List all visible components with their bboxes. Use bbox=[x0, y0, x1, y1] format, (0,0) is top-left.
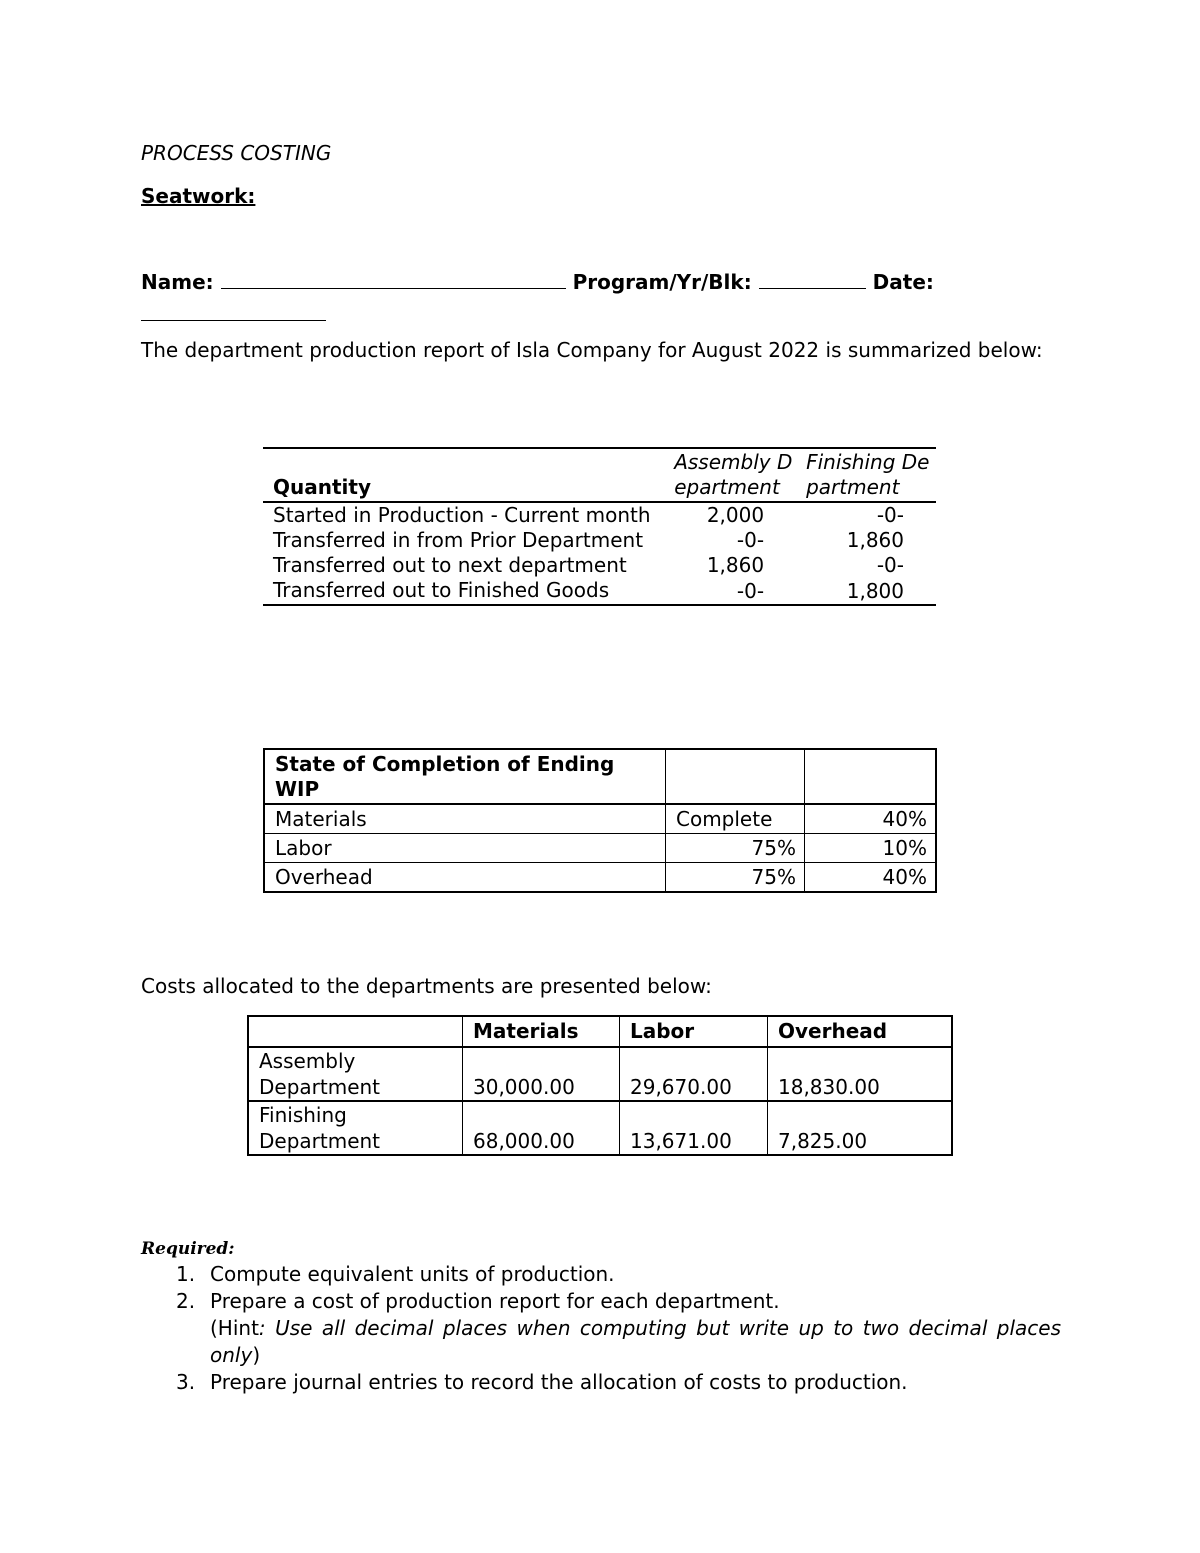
finishing-value: 40% bbox=[805, 804, 937, 834]
table-header-row bbox=[248, 1016, 952, 1047]
intro-paragraph: The department production report of Isla Company for August 2022 is summarized below: bbox=[141, 338, 1043, 362]
required-list bbox=[141, 1261, 1061, 1396]
table-row bbox=[263, 578, 936, 605]
date-field[interactable] bbox=[141, 300, 326, 321]
hint-body: Use all decimal places when computing but write up to two decimal places only bbox=[210, 1316, 1061, 1367]
table-row bbox=[263, 528, 936, 553]
row-label: Transferred in from Prior Department bbox=[273, 528, 644, 552]
assembly-value: 75% bbox=[666, 834, 805, 863]
item-number: 2. bbox=[176, 1289, 196, 1313]
required-label: Required: bbox=[141, 1239, 235, 1259]
row-label: Overhead bbox=[264, 863, 666, 893]
materials-value: 30,000.00 bbox=[463, 1047, 620, 1101]
list-item bbox=[141, 1369, 1061, 1396]
row-label: Assembly Department bbox=[248, 1047, 463, 1101]
row-label: Finishing Department bbox=[248, 1101, 463, 1155]
quantity-header: Quantity bbox=[263, 448, 672, 502]
finishing-value: -0- bbox=[876, 553, 904, 577]
name-label: Name: bbox=[141, 270, 214, 294]
row-label: Labor bbox=[264, 834, 666, 863]
name-field[interactable] bbox=[221, 268, 566, 289]
empty-header-cell bbox=[805, 749, 937, 804]
assembly-value: -0- bbox=[736, 579, 765, 603]
item-text: Prepare a cost of production report for each department. bbox=[210, 1289, 780, 1313]
assembly-value: -0- bbox=[736, 528, 765, 552]
completion-header: State of Completion of Ending WIP bbox=[264, 749, 666, 804]
table-row bbox=[248, 1047, 952, 1101]
list-item bbox=[141, 1261, 1061, 1288]
item-text: Compute equivalent units of production. bbox=[210, 1262, 615, 1286]
overhead-value: 18,830.00 bbox=[768, 1047, 953, 1101]
table-row bbox=[263, 502, 936, 528]
corner-cell bbox=[248, 1016, 463, 1047]
hint-prefix: (Hint bbox=[210, 1316, 259, 1340]
assembly-value: 1,860 bbox=[706, 553, 765, 577]
costs-table bbox=[247, 1015, 953, 1156]
materials-value: 68,000.00 bbox=[463, 1101, 620, 1155]
item-number: 3. bbox=[176, 1370, 196, 1394]
student-info-line bbox=[141, 268, 934, 294]
finishing-value: 1,800 bbox=[846, 579, 904, 603]
hint-text bbox=[210, 1315, 1061, 1369]
row-label: Transferred out to Finished Goods bbox=[273, 578, 610, 602]
table-row bbox=[264, 804, 936, 834]
finishing-value: 10% bbox=[805, 834, 937, 863]
assembly-value: Complete bbox=[666, 804, 805, 834]
costs-intro: Costs allocated to the departments are presented below: bbox=[141, 974, 712, 998]
assembly-value: 75% bbox=[666, 863, 805, 893]
assembly-dept-header: Assembly Department bbox=[672, 448, 804, 502]
assembly-value: 2,000 bbox=[706, 503, 765, 527]
table-row bbox=[263, 553, 936, 578]
item-number: 1. bbox=[176, 1262, 196, 1286]
hint-close: ) bbox=[252, 1343, 261, 1367]
labor-value: 13,671.00 bbox=[620, 1101, 768, 1155]
table-header-row bbox=[264, 749, 936, 804]
table-header-row bbox=[263, 448, 936, 502]
production-quantity-table bbox=[263, 447, 936, 606]
program-field[interactable] bbox=[759, 268, 866, 289]
program-label: Program/Yr/Blk: bbox=[572, 270, 752, 294]
date-label: Date: bbox=[872, 270, 934, 294]
hint-colon: : bbox=[258, 1316, 266, 1340]
document-title: PROCESS COSTING bbox=[141, 141, 332, 165]
list-item bbox=[141, 1288, 1061, 1369]
finishing-value: 40% bbox=[805, 863, 937, 893]
finishing-value: -0- bbox=[876, 503, 904, 527]
overhead-value: 7,825.00 bbox=[768, 1101, 953, 1155]
finishing-dept-header: Finishing Department bbox=[804, 448, 936, 502]
materials-header: Materials bbox=[463, 1016, 620, 1047]
table-row bbox=[264, 863, 936, 893]
row-label: Transferred out to next department bbox=[273, 553, 627, 577]
row-label: Materials bbox=[264, 804, 666, 834]
table-row bbox=[264, 834, 936, 863]
labor-header: Labor bbox=[620, 1016, 768, 1047]
item-text: Prepare journal entries to record the allocation of costs to production. bbox=[210, 1370, 908, 1394]
completion-state-table bbox=[263, 748, 937, 893]
overhead-header: Overhead bbox=[768, 1016, 953, 1047]
empty-header-cell bbox=[666, 749, 805, 804]
finishing-value: 1,860 bbox=[846, 528, 904, 552]
row-label: Started in Production - Current month bbox=[273, 503, 651, 527]
table-row bbox=[248, 1101, 952, 1155]
labor-value: 29,670.00 bbox=[620, 1047, 768, 1101]
seatwork-heading: Seatwork: bbox=[141, 184, 256, 208]
